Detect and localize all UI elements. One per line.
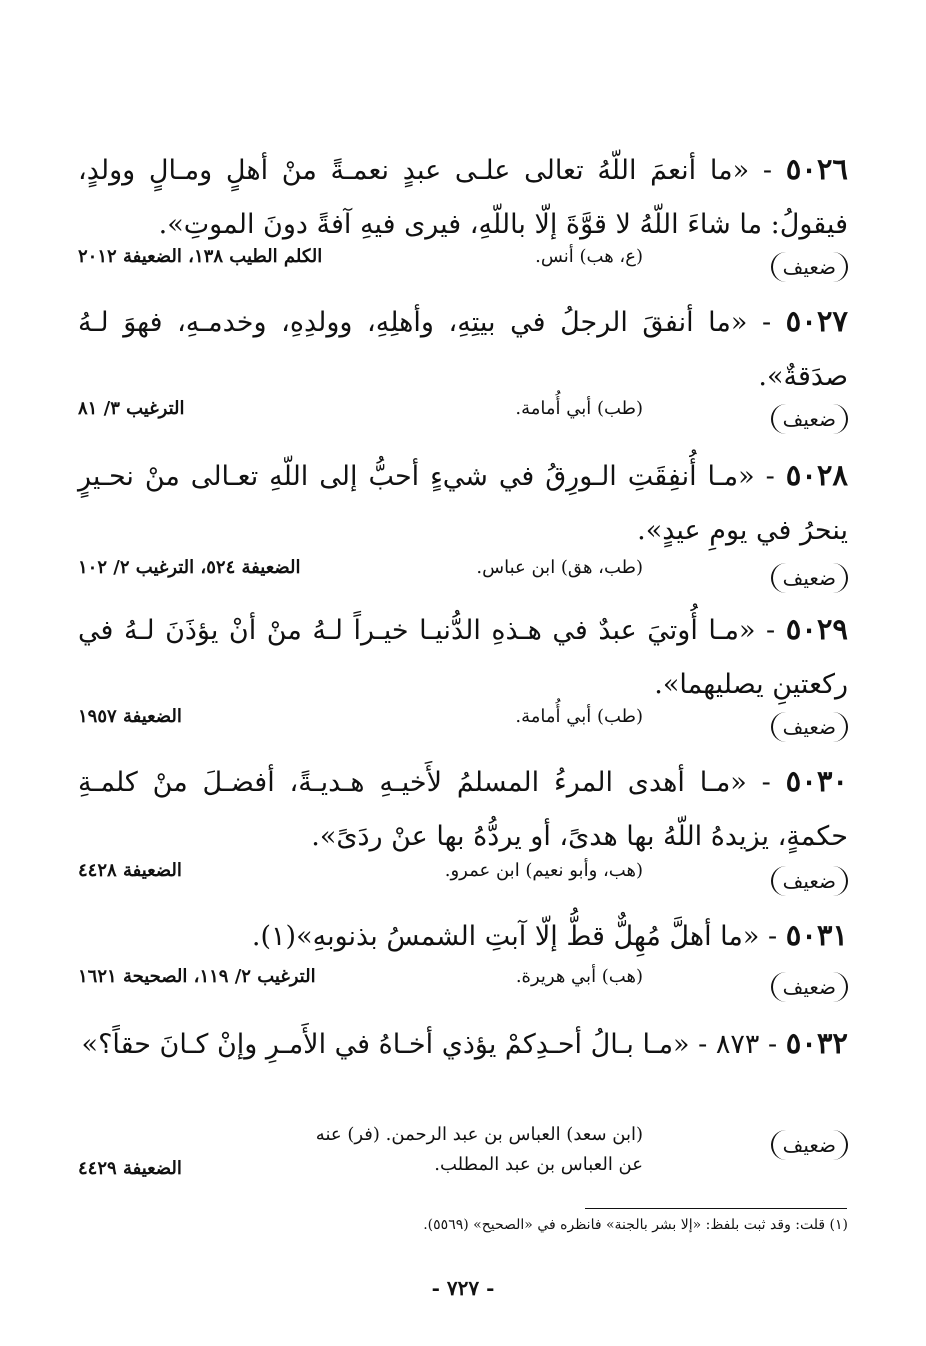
reference: الضعيفة ٤٤٢٩ (78, 1158, 182, 1179)
narrator: (طب، هق) ابن عباس. (476, 557, 643, 578)
hadith-number: ٥٠٣١ (785, 918, 848, 952)
narrator: (طب) أبي أُمامة. (515, 398, 643, 419)
hadith-text: - «ما أهلَّ مُهِلٌّ قطُّ إلّا آبتِ الشمسُ بذنوبهِ»(١). (251, 921, 778, 952)
reference: الكلم الطيب ١٣٨، الضعيفة ٢٠١٢ (78, 246, 323, 267)
hadith-number: ٥٠٢٩ (785, 612, 848, 646)
hadith-entry (78, 602, 848, 712)
reference: الضعيفة ٤٤٢٨ (78, 860, 182, 881)
narrator: (هب، وأبو نعيم) ابن عمرو. (444, 860, 643, 881)
reference: الترغيب ٣/ ٨١ (78, 398, 185, 419)
page-number: - ٧٢٧ - (431, 1276, 495, 1300)
source-line (78, 962, 848, 1012)
hadith-entry (78, 908, 848, 964)
source-line (78, 1120, 848, 1200)
hadith-entry (78, 754, 848, 864)
hadith-text: - ٨٧٣ - «مـا بـالُ أحـدِكمْ يؤذي أخـاهُ في الأَمـرِ وإنْ كـانَ حقاً؟» (81, 1029, 778, 1060)
hadith-text: - «ما أنفقَ الرجلُ في بيتِهِ، وأهلِهِ، وولدِهِ، وخدمـهِ، فهوَ لـهُ صدَقةٌ». (78, 307, 848, 392)
hadith-text: - «مـا أهدى المرءُ المسلمُ لأَخيـهِ هـديـةً، أفضـلَ منْ كلمـةِ حكمةٍ، يزيدهُ اللّهُ بها هدىً، أو يردُّهُ بها عنْ ردَىً». (78, 767, 848, 852)
grade-label: ضعيف (771, 712, 848, 742)
grade-label: ضعيف (771, 252, 848, 282)
hadith-entry (78, 142, 848, 252)
hadith-text: - «مـا أُنفِقَتِ الـورِقُ في شيءٍ أحبُّ إلى اللّهِ تعـالى منْ نحـيرٍ ينحرُ في يومِ عيدٍ». (78, 461, 848, 546)
source-line (78, 242, 848, 292)
hadith-number: ٥٠٣٠ (785, 764, 848, 798)
hadith-number: ٥٠٣٢ (785, 1026, 848, 1060)
narrator: (ع، هب) أنس. (535, 246, 643, 267)
reference: الترغيب ٢/ ١١٩، الصحيحة ١٦٢١ (78, 966, 316, 987)
hadith-entry (78, 448, 848, 558)
hadith-entry (78, 294, 848, 404)
grade-label: ضعيف (771, 972, 848, 1002)
source-line (78, 702, 848, 752)
source-line (78, 394, 848, 444)
narrator: (ابن سعد) العباس بن عبد الرحمن. (فر) عنه عن العباس بن عبد المطلب. (315, 1124, 643, 1175)
footnote: (١) قلت: وقد ثبت بلفظ: «إلا بشر بالجنة» فانظره في «الصحيح» (٥٥٦٩). (423, 1217, 848, 1233)
grade-label: ضعيف (771, 404, 848, 434)
hadith-text: - «ما أنعمَ اللّهُ تعالى علـى عبدٍ نعمـةً منْ أهلٍ ومـالٍ وولدٍ، فيقولُ: ما شاءَ اللّهُ لا قوَّةَ إلّا باللّهِ، فيرى فيهِ آفةً دونَ الموتِ». (78, 155, 848, 240)
hadith-text: - «مـا أُوتيَ عبدٌ في هـذهِ الدُّنيـا خيـراً لـهُ منْ أنْ يؤذَنَ لـهُ في ركعتينِ يصليهما». (78, 615, 848, 700)
narrator: (طب) أبي أُمامة. (515, 706, 643, 727)
reference: الضعيفة ٥٢٤، الترغيب ٢/ ١٠٢ (78, 557, 301, 578)
grade-label: ضعيف (771, 866, 848, 896)
grade-label: ضعيف (771, 563, 848, 593)
source-line (78, 856, 848, 906)
hadith-number: ٥٠٢٨ (785, 458, 848, 492)
source-line (78, 553, 848, 603)
footnote-divider (585, 1208, 847, 1209)
hadith-number: ٥٠٢٦ (785, 152, 848, 186)
hadith-entry (78, 1016, 848, 1072)
grade-label: ضعيف (771, 1130, 848, 1160)
reference: الضعيفة ١٩٥٧ (78, 706, 182, 727)
hadith-number: ٥٠٢٧ (785, 304, 848, 338)
narrator: (هب) أبي هريرة. (515, 966, 643, 987)
